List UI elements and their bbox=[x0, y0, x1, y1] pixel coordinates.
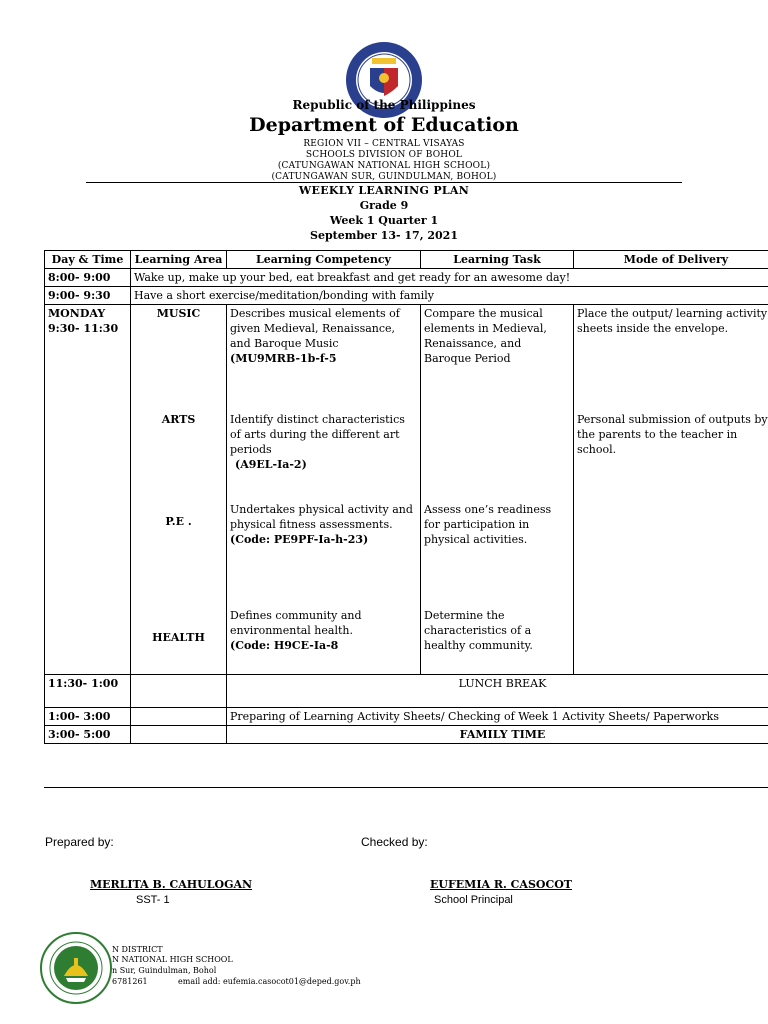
activity-cell: Have a short exercise/meditation/bonding with family bbox=[131, 287, 768, 305]
delivery-music: Place the output/ learning activity sheets inside the envelope. bbox=[577, 307, 768, 335]
footer-email: email add: eufemia.casocot01@deped.gov.ph bbox=[178, 977, 361, 986]
table-row bbox=[45, 726, 768, 744]
preparer-name: MERLITA B. CAHULOGAN bbox=[90, 878, 253, 891]
plan-week: Week 1 Quarter 1 bbox=[329, 214, 439, 227]
empty-cell bbox=[131, 708, 227, 726]
col-header-delivery: Mode of Delivery bbox=[574, 251, 768, 269]
time-cell: 11:30- 1:00 bbox=[45, 675, 131, 708]
day-time-range: 9:30- 11:30 bbox=[48, 322, 119, 335]
header-divider bbox=[86, 182, 682, 183]
task-pe: Assess one’s readiness for participation in physical activities. bbox=[424, 503, 552, 546]
empty-cell bbox=[131, 675, 227, 708]
delivery-cell bbox=[574, 305, 768, 675]
col-header-task: Learning Task bbox=[421, 251, 574, 269]
col-header-learning-area: Learning Area bbox=[131, 251, 227, 269]
competency-arts: Identify distinct characteristics of arts during the different art periods bbox=[230, 413, 405, 456]
table-row bbox=[45, 287, 768, 305]
footer-school: N NATIONAL HIGH SCHOOL bbox=[112, 955, 233, 964]
plan-title: WEEKLY LEARNING PLAN bbox=[298, 184, 470, 197]
monday-row bbox=[45, 305, 768, 675]
day-label: MONDAY bbox=[48, 307, 106, 320]
task-arts bbox=[424, 412, 570, 502]
monday-time-cell bbox=[45, 305, 131, 675]
republic-heading: Republic of the Philippines bbox=[292, 98, 476, 112]
time-cell: 8:00- 9:00 bbox=[45, 269, 131, 287]
footer-address: n Sur, Guindulman, Bohol bbox=[112, 966, 217, 975]
plan-dates: September 13- 17, 2021 bbox=[310, 229, 458, 242]
footer-district: N DISTRICT bbox=[112, 945, 163, 954]
table-header-row bbox=[45, 251, 768, 269]
time-cell: 3:00- 5:00 bbox=[45, 726, 131, 744]
area-music: MUSIC bbox=[156, 307, 201, 320]
plan-grade: Grade 9 bbox=[359, 199, 409, 212]
preparer-role: SST- 1 bbox=[136, 894, 170, 906]
family-cell: FAMILY TIME bbox=[227, 726, 768, 744]
footer-divider bbox=[44, 787, 768, 788]
code-pe: (Code: PE9PF-Ia-h-23) bbox=[230, 533, 369, 546]
task-music: Compare the musical elements in Medieval, Renaissance, and Baroque Period bbox=[424, 307, 547, 365]
school-seal-logo bbox=[40, 932, 112, 1004]
department-heading: Department of Education bbox=[249, 114, 519, 136]
learning-area-cell bbox=[131, 305, 227, 675]
col-header-day-time: Day & Time bbox=[45, 251, 131, 269]
competency-cell bbox=[227, 305, 421, 675]
region-line: REGION VII – CENTRAL VISAYAS bbox=[303, 139, 465, 149]
prep-cell: Preparing of Learning Activity Sheets/ Checking of Week 1 Activity Sheets/ Paperworks bbox=[227, 708, 768, 726]
table-row bbox=[45, 269, 768, 287]
task-cell bbox=[421, 305, 574, 675]
time-cell: 1:00- 3:00 bbox=[45, 708, 131, 726]
prepared-by-label: Prepared by: bbox=[45, 835, 114, 849]
checker-name: EUFEMIA R. CASOCOT bbox=[430, 878, 572, 891]
empty-cell bbox=[131, 726, 227, 744]
time-cell: 9:00- 9:30 bbox=[45, 287, 131, 305]
code-arts: (A9EL-Ia-2) bbox=[235, 458, 307, 471]
checked-by-label: Checked by: bbox=[361, 835, 428, 849]
code-music: (MU9MRB-1b-f-5 bbox=[230, 352, 337, 365]
address-line: (CATUNGAWAN SUR, GUINDULMAN, BOHOL) bbox=[271, 172, 497, 182]
checker-role: School Principal bbox=[434, 894, 513, 906]
area-health: HEALTH bbox=[152, 631, 205, 644]
footer-phone: 6781261 bbox=[112, 977, 148, 986]
table-row bbox=[45, 675, 768, 708]
area-arts: ARTS bbox=[161, 413, 196, 426]
weekly-plan-table bbox=[44, 250, 768, 744]
school-line: (CATUNGAWAN NATIONAL HIGH SCHOOL) bbox=[277, 161, 491, 171]
table-row bbox=[45, 708, 768, 726]
lunch-cell: LUNCH BREAK bbox=[227, 675, 768, 708]
col-header-competency: Learning Competency bbox=[227, 251, 421, 269]
task-health: Determine the characteristics of a healthy community. bbox=[424, 609, 533, 652]
area-pe: P.E . bbox=[165, 515, 192, 528]
competency-music: Describes musical elements of given Medieval, Renaissance, and Baroque Music bbox=[230, 307, 400, 350]
delivery-arts: Personal submission of outputs by the parents to the teacher in school. bbox=[577, 413, 768, 456]
activity-cell: Wake up, make up your bed, eat breakfast and get ready for an awesome day! bbox=[131, 269, 768, 287]
competency-health: Defines community and environmental health. bbox=[230, 609, 362, 637]
division-line: SCHOOLS DIVISION OF BOHOL bbox=[305, 150, 463, 160]
competency-pe: Undertakes physical activity and physical fitness assessments. bbox=[230, 503, 413, 531]
code-health: (Code: H9CE-Ia-8 bbox=[230, 639, 339, 652]
